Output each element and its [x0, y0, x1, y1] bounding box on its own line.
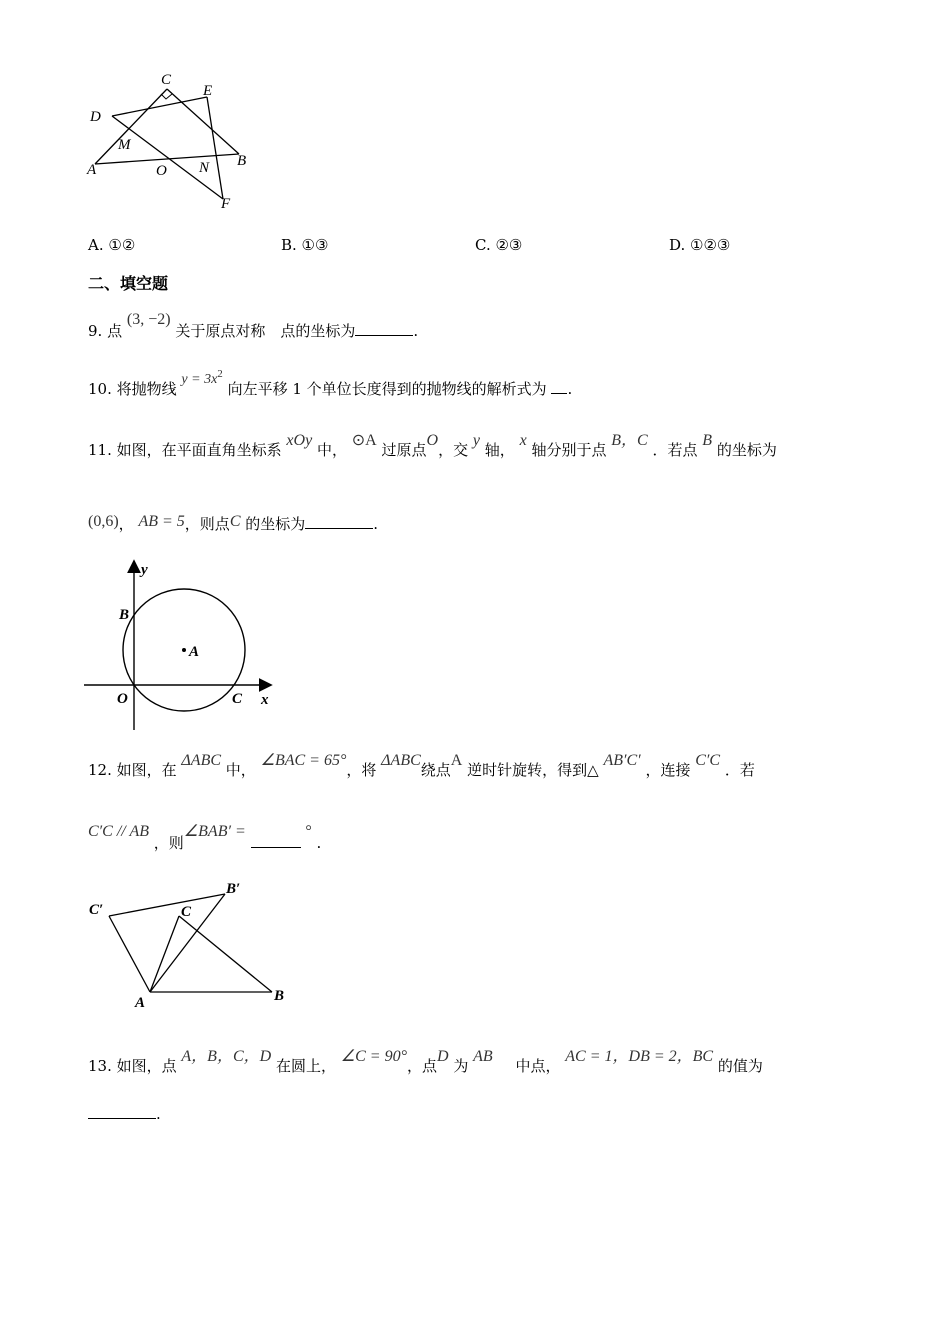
segment-CpBp: [109, 894, 225, 916]
q12-text5: ，连接: [645, 761, 691, 779]
q13-text4: 中点，: [515, 1057, 561, 1075]
question-11-line1: [88, 432, 777, 460]
center-A-dot: [182, 648, 186, 652]
option-c: C. ②③: [475, 236, 523, 254]
q9-blank[interactable]: [355, 334, 413, 336]
q12-triangle: ΔABC: [181, 752, 222, 769]
q11-AB: AB = 5: [138, 513, 185, 530]
q12-text1: 中，: [225, 761, 256, 779]
segment-EF: [207, 97, 223, 199]
section-heading: 二、填空题: [88, 274, 169, 293]
q13-values: AC = 1，DB = 2，BC: [565, 1048, 714, 1065]
q12-number: 12. 如图，在: [88, 761, 177, 779]
label-A: A: [135, 995, 146, 1011]
q13-arc: AB: [473, 1048, 493, 1065]
label-B: B: [274, 988, 285, 1004]
q11-text5: 轴分别于点: [531, 441, 607, 459]
label-O: O: [117, 691, 128, 707]
q11-text1: 中，: [316, 441, 347, 459]
q11-text4: 轴，: [484, 441, 515, 459]
q10-blank[interactable]: [551, 392, 567, 394]
question-11-line2: [88, 513, 378, 534]
q13-points: A，B，C，D: [181, 1048, 272, 1065]
question-9: [88, 311, 419, 341]
q12-text2: ，将: [346, 761, 377, 779]
segment-DE: [112, 97, 207, 116]
q11-end: .: [373, 515, 379, 533]
q13-D: D: [437, 1048, 449, 1065]
q11-text8: ，则点: [184, 515, 230, 533]
right-angle-mark: [161, 94, 172, 99]
label-y: y: [141, 562, 148, 578]
q11-O: O: [426, 432, 439, 449]
q12-angle2: ∠BAB′ =: [183, 823, 246, 840]
q13-text1: 在圆上，: [275, 1057, 336, 1075]
q11-circle-A: ⊙A: [351, 432, 377, 449]
q13-text3: 为: [453, 1057, 469, 1075]
q12-parallel: C′C // AB: [88, 823, 149, 840]
q13-end: .: [156, 1105, 161, 1123]
q11-text9: 的坐标为: [245, 515, 306, 533]
q11-BC: B，C: [611, 432, 648, 449]
figure-q11: [84, 558, 284, 733]
q11-y: y: [472, 432, 480, 449]
q10-formula: [181, 368, 223, 387]
q10-formula-base: y = 3x: [181, 372, 218, 387]
q12-triangle2: ΔABC: [381, 752, 421, 769]
q11-xOy: xOy: [286, 432, 313, 449]
label-E: E: [203, 83, 213, 99]
q11-B: B: [702, 432, 713, 449]
q13-text2: ，点: [406, 1057, 437, 1075]
q11-text3: ，交: [438, 441, 469, 459]
question-12-line2: [88, 823, 322, 853]
q11-number: 11. 如图，在平面直角坐标系: [88, 441, 282, 459]
q12-segment: C′C: [695, 752, 721, 769]
q12-triangle3: AB′C′: [603, 752, 641, 769]
q12-text6: ．若: [724, 761, 755, 779]
label-O: O: [156, 163, 167, 179]
q11-coord: (0,6): [88, 513, 119, 530]
q9-point: (3, −2): [126, 311, 171, 328]
label-C: C: [161, 72, 172, 88]
q10-formula-exp: 2: [217, 368, 223, 380]
question-12-line1: [88, 752, 755, 780]
q11-text6: ．若点: [652, 441, 698, 459]
q12-text4: 逆时针旋转，得到△: [467, 761, 599, 779]
question-10: [88, 368, 573, 399]
label-Bp: B′: [226, 881, 241, 897]
label-B: B: [119, 607, 130, 623]
label-M: M: [118, 137, 131, 153]
q12-blank[interactable]: [251, 846, 301, 848]
segment-AC: [95, 89, 167, 164]
segment-AC: [150, 916, 179, 992]
option-d: D. ①②③: [669, 236, 731, 254]
q9-text: 关于原点对称 点的坐标为: [175, 322, 356, 340]
label-D: D: [90, 109, 101, 125]
q12-text3: 绕点: [420, 761, 451, 779]
label-Cp: C′: [89, 902, 104, 918]
option-a: A. ①②: [88, 236, 136, 254]
segment-CpA: [109, 916, 150, 992]
label-A: A: [189, 644, 200, 660]
label-F: F: [221, 196, 231, 212]
q11-blank[interactable]: [305, 527, 373, 529]
q11-text2: 过原点: [381, 441, 427, 459]
q11-C: C: [229, 513, 241, 530]
q11-x: x: [519, 432, 527, 449]
q11-text7: 的坐标为: [716, 441, 777, 459]
segment-DF: [112, 116, 223, 199]
label-x: x: [261, 692, 269, 708]
segment-CB: [179, 916, 272, 992]
q12-text7: ，则: [153, 834, 184, 852]
q12-degree: °: [305, 823, 312, 840]
q13-number: 13. 如图，点: [88, 1057, 177, 1075]
q13-blank[interactable]: [88, 1117, 156, 1119]
q11-comma: ，: [118, 515, 134, 533]
q9-number: 9. 点: [88, 322, 123, 340]
label-N: N: [199, 160, 210, 176]
q13-angle: ∠C = 90°: [340, 1048, 407, 1065]
q10-text: 向左平移 1 个单位长度得到的抛物线的解析式为: [227, 380, 547, 398]
q13-text5: 的值为: [717, 1057, 763, 1075]
q9-end: .: [413, 322, 419, 340]
figure-q12: [84, 876, 304, 1016]
q10-number: 10. 将抛物线: [88, 380, 177, 398]
q10-end: .: [567, 380, 573, 398]
label-C: C: [181, 904, 192, 920]
option-b: B. ①③: [281, 236, 329, 254]
q12-end: .: [316, 834, 322, 852]
question-13-line1: [88, 1048, 763, 1076]
label-C: C: [232, 691, 243, 707]
q12-A: A: [450, 752, 463, 769]
label-A: A: [87, 162, 97, 178]
label-B: B: [237, 153, 247, 169]
question-13-line2: [88, 1105, 161, 1123]
figure-q8: [80, 66, 260, 216]
q12-angle: ∠BAC = 65°: [260, 752, 347, 769]
